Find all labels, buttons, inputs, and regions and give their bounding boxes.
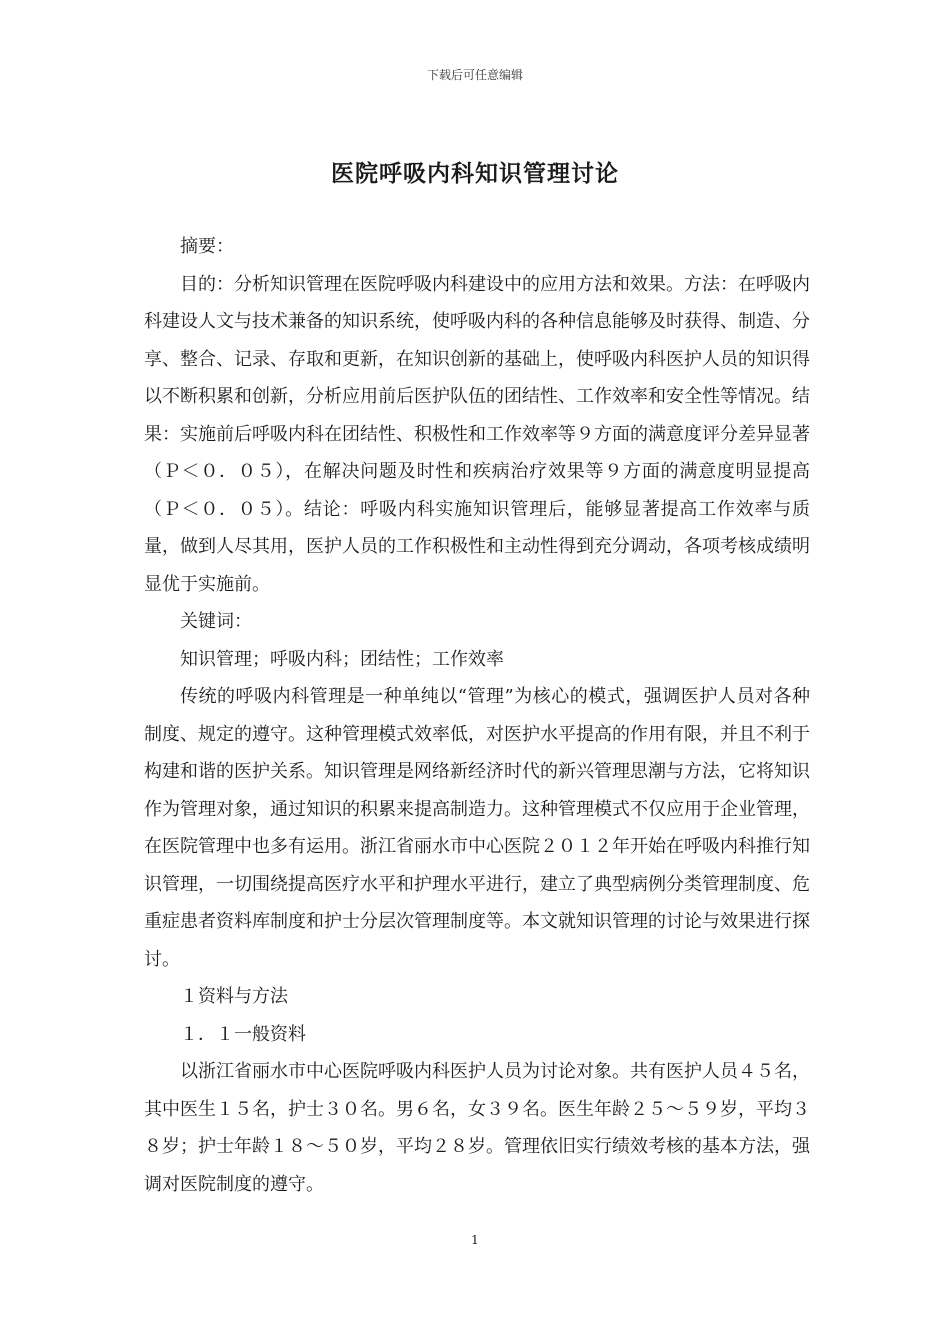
abstract-paragraph: 目的：分析知识管理在医院呼吸内科建设中的应用方法和效果。方法：在呼吸内科建设人文与技术兼备的知识系统，使呼吸内科的各种信息能够及时获得、制造、分享、整合、记录、存取和更新，在知识创新的基础上，使呼吸内科医护人员的知识得以不断积累和创新，分析应用前后医护队伍的团结性、工作效率和安全性等情况。结果：实施前后呼吸内科在团结性、积极性和工作效率等９方面的满意度评分差异显著（Ｐ＜０．０５），在解决问题及时性和疾病治疗效果等９方面的满意度明显提高（Ｐ＜０．０５）。结论：呼吸内科实施知识管理后，能够显著提高工作效率与质量，做到人尽其用，医护人员的工作积极性和主动性得到充分调动，各项考核成绩明显优于实施前。 bbox=[144, 273, 810, 595]
subsection-heading: １．１一般资料 bbox=[180, 1023, 306, 1045]
abstract-label: 摘要： bbox=[180, 236, 234, 257]
header-note: 下载后可任意编辑 bbox=[426, 68, 523, 82]
section-heading: １资料与方法 bbox=[180, 986, 288, 1007]
document-body bbox=[144, 228, 810, 1203]
subsection-paragraph: 以浙江省丽水市中心医院呼吸内科医护人员为讨论对象。共有医护人员４５名，其中医生１５名，护士３０名。男６名，女３９名。医生年龄２５～５９岁，平均３８岁；护士年龄１８～５０岁，平均２８岁。管理依旧实行绩效考核的基本方法，强调对医院制度的遵守。 bbox=[144, 1061, 810, 1195]
document-title: 医院呼吸内科知识管理讨论 bbox=[331, 160, 619, 187]
keywords-paragraph: 知识管理；呼吸内科；团结性；工作效率 bbox=[180, 648, 504, 670]
keywords-label: 关键词： bbox=[180, 611, 252, 632]
intro-paragraph: 传统的呼吸内科管理是一种单纯以“管理”为核心的模式，强调医护人员对各种制度、规定的遵守。这种管理模式效率低，对医护水平提高的作用有限，并且不利于构建和谐的医护关系。知识管理是网络新经济时代的新兴管理思潮与方法，它将知识作为管理对象，通过知识的积累来提高制造力。这种管理模式不仅应用于企业管理，在医院管理中也多有运用。浙江省丽水市中心医院２０１２年开始在呼吸内科推行知识管理，一切围绕提高医疗水平和护理水平进行，建立了典型病例分类管理制度、危重症患者资料库制度和护士分层次管理制度等。本文就知识管理的讨论与效果进行探讨。 bbox=[144, 686, 810, 970]
page-number: 1 bbox=[471, 1233, 479, 1247]
